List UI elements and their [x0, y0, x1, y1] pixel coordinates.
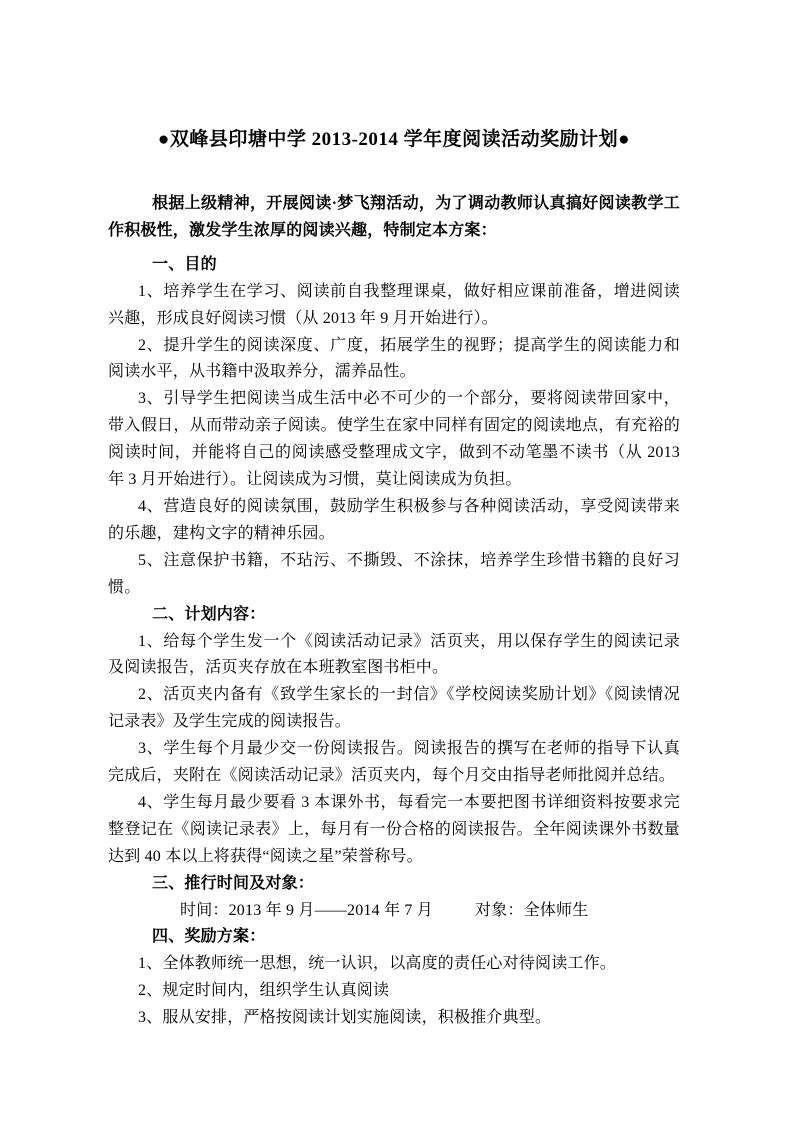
time-value: 时间：2013 年 9 月——2014 年 7 月: [180, 901, 434, 919]
section-item: 3、引导学生把阅读当成生活中必不可少的一个部分，要将阅读带回家中，带入假日，从而带动亲子阅读。使学生在家中同样有固定的阅读地点，有充裕的阅读时间，并能将自己的阅读感受整理成文字，做到不动笔墨不读书（从 2013 年 3 月开始进行）。让阅读成为习惯，莫让阅读成为负担。: [108, 390, 680, 489]
section-item: 4、学生每月最少要看 3 本课外书，每看完一本要把图书详细资料按要求完整登记在《阅读记录表》上，每月有一份合格的阅读报告。全年阅读课外书数量达到 40 本以上将获得“阅读之星”荣誉称号。: [108, 793, 680, 865]
section-reward-plan: [108, 924, 680, 1032]
section-time-and-target: [108, 871, 680, 925]
schedule-line: [108, 898, 680, 925]
section-item: 5、注意保护书籍，不玷污、不撕毁、不涂抹，培养学生珍惜书籍的良好习惯。: [108, 551, 680, 596]
doc-title: ●双峰县印塘中学 2013-2014 学年度阅读活动奖励计划●: [157, 129, 631, 150]
section-item: 1、全体教师统一思想，统一认识，以高度的责任心对待阅读工作。: [138, 955, 617, 973]
section-item: 2、提升学生的阅读深度、广度，拓展学生的视野；提高学生的阅读能力和阅读水平，从书籍中汲取养分，濡养品性。: [108, 336, 680, 381]
section-plan-content: [108, 602, 680, 871]
section-item: 2、规定时间内，组织学生认真阅读: [138, 982, 390, 1000]
section-item: 1、培养学生在学习、阅读前自我整理课桌，做好相应课前准备，增进阅读兴趣，形成良好阅读习惯（从 2013 年 9 月开始进行）。: [108, 282, 680, 327]
section-item: 4、营造良好的阅读氛围，鼓励学生积极参与各种阅读活动，享受阅读带来的乐趣，建构文字的精神乐园。: [108, 497, 680, 542]
intro-paragraph: 根据上级精神，开展阅读·梦飞翔活动，为了调动教师认真搞好阅读教学工作积极性，激发学生浓厚的阅读兴趣，特制定本方案：: [108, 195, 680, 239]
section-item: 3、服从安排，严格按阅读计划实施阅读，积极推介典型。: [138, 1009, 552, 1027]
section-item: 3、学生每个月最少交一份阅读报告。阅读报告的撰写在老师的指导下认真完成后，夹附在《阅读活动记录》活页夹内，每个月交由指导老师批阅并总结。: [108, 740, 680, 785]
section-heading: 四、奖励方案：: [152, 928, 266, 946]
section-heading: 二、计划内容：: [152, 605, 266, 623]
document-content: [108, 128, 680, 1032]
section-heading: 一、目的: [152, 255, 217, 273]
section-purpose: [108, 252, 680, 602]
target-value: 对象：全体师生: [475, 901, 589, 919]
section-heading: 三、推行时间及对象：: [152, 874, 315, 892]
section-item: 1、给每个学生发一个《阅读活动记录》活页夹，用以保存学生的阅读记录及阅读报告，活页夹存放在本班教室图书柜中。: [108, 632, 680, 677]
section-item: 2、活页夹内备有《致学生家长的一封信》《学校阅读奖励计划》《阅读情况记录表》及学生完成的阅读报告。: [108, 686, 680, 731]
